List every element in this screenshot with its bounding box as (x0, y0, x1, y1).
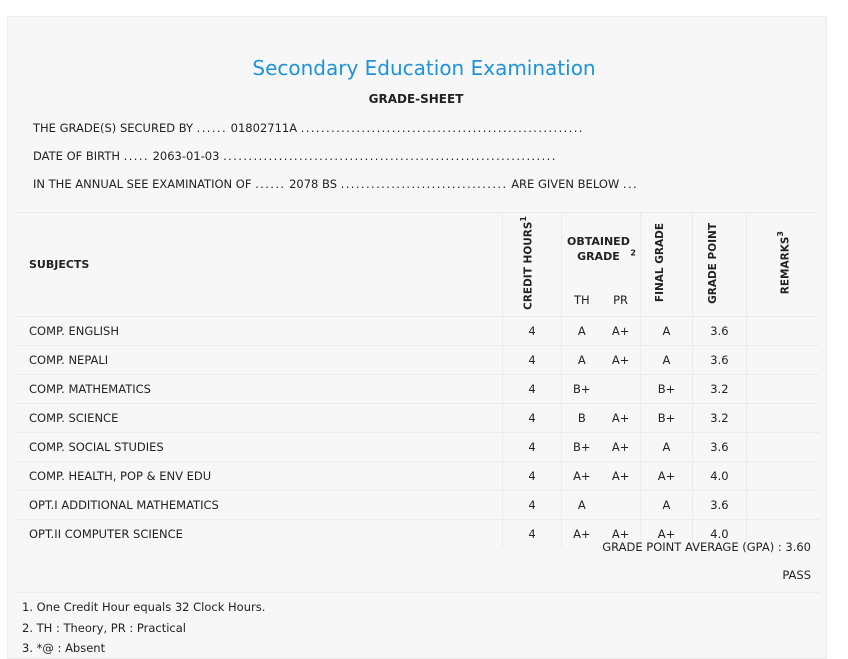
result-status: PASS (782, 568, 811, 582)
secured-value: 01802711A (230, 121, 298, 135)
header-credit-hours: CREDIT HOURS$^1$ (502, 213, 562, 317)
table-row (15, 404, 819, 433)
header-th: TH (562, 285, 601, 317)
cell-remarks (746, 404, 819, 433)
cell-remarks (746, 346, 819, 375)
footnote-1: 1. One Credit Hour equals 32 Clock Hours. (22, 600, 266, 614)
cell-final-grade: A+ (640, 520, 692, 549)
table-row (15, 375, 819, 404)
table-row (15, 346, 819, 375)
exam-value: 2078 BS (289, 177, 338, 191)
table-row (15, 491, 819, 520)
cell-subject: COMP. ENGLISH (15, 317, 502, 346)
header-grade-point: GRADE POINT (692, 213, 746, 317)
cell-pr-grade: A+ (601, 346, 640, 375)
cell-grade-point: 3.6 (692, 491, 746, 520)
gpa-summary: GRADE POINT AVERAGE (GPA) : 3.60 (602, 540, 811, 554)
cell-remarks (746, 375, 819, 404)
cell-pr-grade: A+ (601, 317, 640, 346)
cell-subject: COMP. NEPALI (15, 346, 502, 375)
page-title: Secondary Education Examination (252, 56, 596, 80)
dob-value: 2063-01-03 (152, 149, 220, 163)
cell-subject: COMP. MATHEMATICS (15, 375, 502, 404)
dob-label: DATE OF BIRTH (33, 149, 121, 163)
info-exam: IN THE ANNUAL SEE EXAMINATION OF ...... 2078 BS ................................. ARE GIVEN BELOW ... (33, 177, 639, 191)
cell-grade-point: 3.6 (692, 346, 746, 375)
cell-final-grade: A (640, 346, 692, 375)
cell-final-grade: A (640, 317, 692, 346)
header-obtained-grade: OBTAINED GRADE $^2$ (562, 213, 641, 285)
info-dob: DATE OF BIRTH ..... 2063-01-03 .................................................................. (33, 149, 557, 163)
footnote-divider (15, 592, 819, 593)
cell-remarks (746, 317, 819, 346)
secured-label: THE GRADE(S) SECURED BY (33, 121, 194, 135)
cell-pr-grade (601, 491, 640, 520)
cell-remarks (746, 433, 819, 462)
cell-th-grade: B+ (562, 433, 601, 462)
cell-grade-point: 4.0 (692, 462, 746, 491)
header-remarks: REMARKS$^3$ (746, 213, 819, 317)
cell-th-grade: A+ (562, 520, 601, 549)
cell-credit-hours: 4 (502, 317, 562, 346)
cell-credit-hours: 4 (502, 433, 562, 462)
cell-subject: COMP. SCIENCE (15, 404, 502, 433)
cell-th-grade: B+ (562, 375, 601, 404)
exam-label: IN THE ANNUAL SEE EXAMINATION OF (33, 177, 252, 191)
cell-th-grade: A (562, 317, 601, 346)
cell-th-grade: A (562, 491, 601, 520)
cell-credit-hours: 4 (502, 491, 562, 520)
cell-credit-hours: 4 (502, 404, 562, 433)
cell-subject: OPT.I ADDITIONAL MATHEMATICS (15, 491, 502, 520)
cell-final-grade: A+ (640, 462, 692, 491)
cell-remarks (746, 491, 819, 520)
cell-th-grade: B (562, 404, 601, 433)
cell-pr-grade: A+ (601, 433, 640, 462)
cell-subject: OPT.II COMPUTER SCIENCE (15, 520, 502, 549)
cell-credit-hours: 4 (502, 520, 562, 549)
cell-pr-grade (601, 375, 640, 404)
cell-grade-point: 3.2 (692, 404, 746, 433)
cell-grade-point: 3.6 (692, 317, 746, 346)
table-row (15, 462, 819, 491)
cell-final-grade: B+ (640, 404, 692, 433)
cell-final-grade: B+ (640, 375, 692, 404)
grades-table (15, 212, 819, 548)
cell-grade-point: 4.0 (692, 520, 746, 549)
cell-grade-point: 3.2 (692, 375, 746, 404)
table-row (15, 433, 819, 462)
footnote-3: 3. *@ : Absent (22, 641, 106, 655)
cell-remarks (746, 462, 819, 491)
table-row (15, 317, 819, 346)
header-pr: PR (613, 293, 629, 308)
cell-th-grade: A (562, 346, 601, 375)
cell-final-grade: A (640, 433, 692, 462)
cell-grade-point: 3.6 (692, 433, 746, 462)
cell-credit-hours: 4 (502, 375, 562, 404)
cell-credit-hours: 4 (502, 346, 562, 375)
cell-credit-hours: 4 (502, 462, 562, 491)
header-subjects: SUBJECTS (15, 213, 502, 317)
cell-th-grade: A+ (562, 462, 601, 491)
cell-final-grade: A (640, 491, 692, 520)
exam-suffix: ARE GIVEN BELOW (511, 177, 620, 191)
cell-pr-grade: A+ (601, 520, 640, 549)
sheet-subtitle: GRADE-SHEET (368, 92, 464, 106)
cell-pr-grade: A+ (601, 462, 640, 491)
header-final-grade: FINAL GRADE (640, 213, 692, 317)
footnote-2: 2. TH : Theory, PR : Practical (22, 621, 186, 635)
cell-subject: COMP. SOCIAL STUDIES (15, 433, 502, 462)
cell-pr-grade: A+ (601, 404, 640, 433)
cell-subject: COMP. HEALTH, POP & ENV EDU (15, 462, 502, 491)
info-secured-by: THE GRADE(S) SECURED BY ...... 01802711A ........................................................ (33, 121, 584, 135)
